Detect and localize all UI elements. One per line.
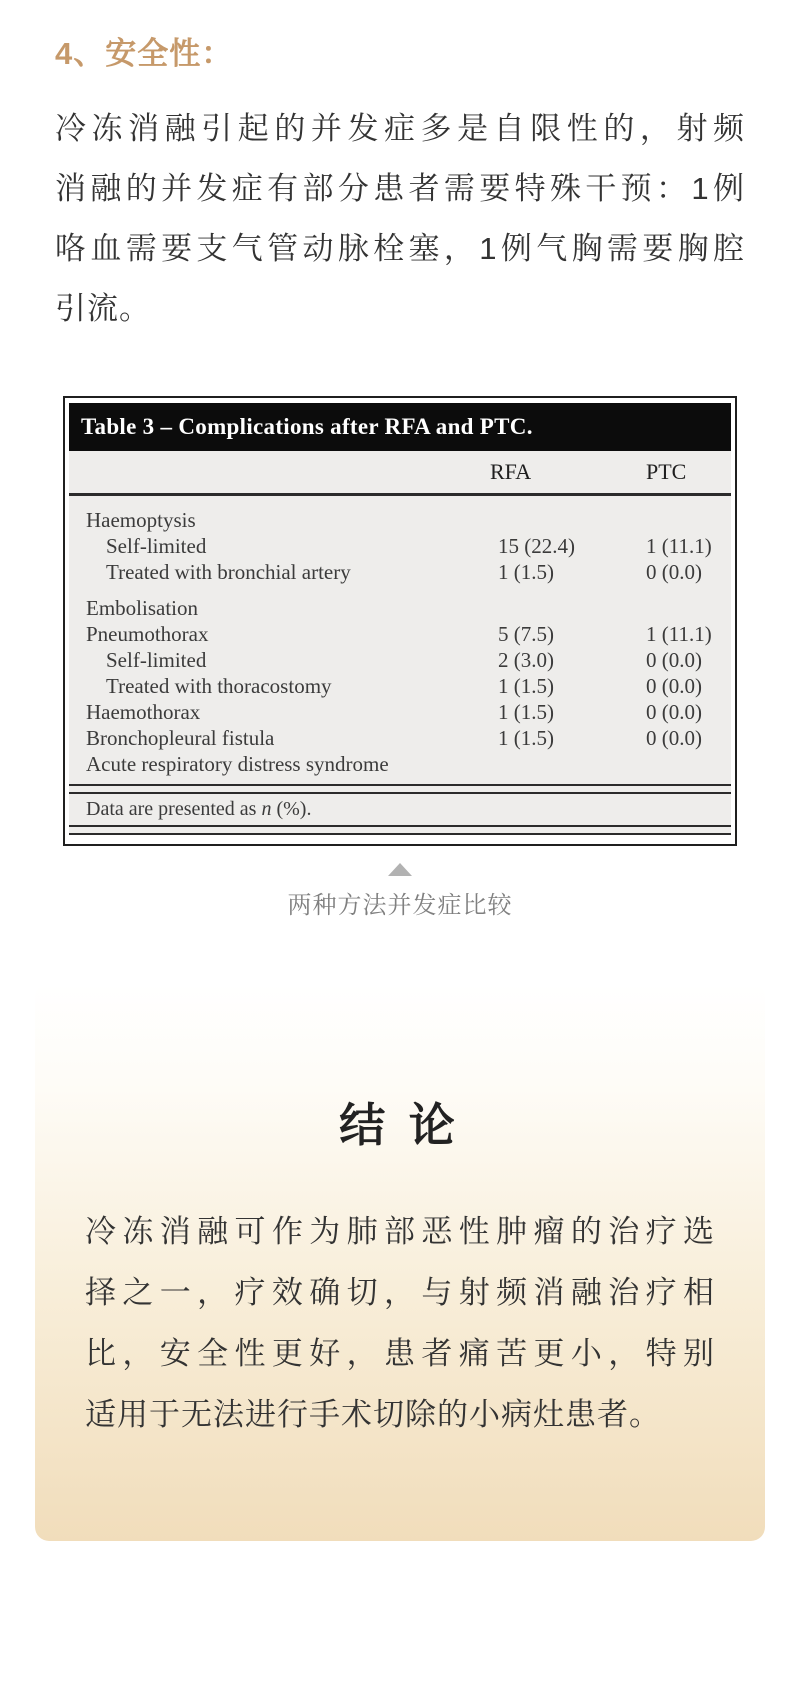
footnote-suffix: (%). (271, 798, 312, 820)
table-column-header-ptc: PTC (646, 459, 687, 484)
row-value-ptc (646, 507, 731, 533)
table-row (69, 533, 731, 559)
table-row (69, 647, 731, 673)
table-row (69, 595, 731, 621)
caption-pointer-wrap (0, 863, 800, 876)
row-label: Bronchopleural fistula (86, 726, 275, 750)
text-line: 咯血需要支气管动脉栓塞，1例气胸需要胸腔 (55, 231, 745, 266)
row-value-rfa (498, 595, 646, 621)
row-label: Self-limited (106, 648, 207, 672)
table-row (69, 751, 731, 777)
row-value-rfa: 1 (1.5) (498, 700, 554, 724)
text-line: 冷冻消融可作为肺部恶性肿瘤的治疗选 (85, 1214, 715, 1249)
row-value-ptc: 1 (11.1) (646, 534, 712, 558)
row-value-rfa (498, 751, 646, 777)
row-label: Embolisation (86, 596, 198, 620)
row-value-rfa: 15 (22.4) (498, 534, 575, 558)
row-label: Self-limited (106, 534, 207, 558)
text-line: 比，安全性更好，患者痛苦更小，特别 (85, 1336, 715, 1371)
table-footnote (69, 794, 731, 825)
body-paragraph (55, 99, 745, 339)
conclusion-title: 结 论 (339, 1100, 461, 1151)
row-value-rfa: 5 (7.5) (498, 622, 554, 646)
row-label: Haemothorax (86, 700, 201, 724)
table-row (69, 621, 731, 647)
row-label: Haemoptysis (86, 508, 196, 532)
row-value-rfa: 1 (1.5) (498, 674, 554, 698)
table-panel (69, 403, 731, 835)
figure-caption: 两种方法并发症比较 (287, 892, 513, 919)
triangle-up-icon (388, 863, 412, 876)
table-figure-image[interactable] (63, 396, 737, 846)
footnote-italic-n: n (261, 798, 272, 820)
text-line: 择之一，疗效确切，与射频消融治疗相 (85, 1275, 715, 1310)
row-value-rfa: 1 (1.5) (498, 560, 554, 584)
text-line: 冷冻消融引起的并发症多是自限性的，射频 (55, 111, 745, 146)
conclusion-box (35, 983, 765, 1541)
table-row (69, 725, 731, 751)
row-value-ptc: 0 (0.0) (646, 674, 702, 698)
table-title: Table 3 – Complications after RFA and PTC. (69, 403, 731, 451)
table-row (69, 559, 731, 585)
section-heading: 4、安全性： (55, 36, 234, 71)
table-divider-top (69, 784, 731, 794)
text-line: 适用于无法进行手术切除的小病灶患者。 (85, 1397, 661, 1432)
table-divider-bottom (69, 825, 731, 835)
conclusion-paragraph (85, 1201, 715, 1445)
row-value-ptc: 0 (0.0) (646, 648, 702, 672)
row-value-rfa (498, 507, 646, 533)
table-row (69, 699, 731, 725)
row-label: Treated with thoracostomy (106, 674, 332, 698)
row-value-ptc: 0 (0.0) (646, 700, 702, 724)
table-row (69, 673, 731, 699)
row-label: Pneumothorax (86, 622, 209, 646)
table-column-header-row (69, 451, 731, 496)
row-value-rfa: 2 (3.0) (498, 648, 554, 672)
text-line: 消融的并发症有部分患者需要特殊干预：1例 (55, 171, 745, 206)
row-value-ptc: 1 (11.1) (646, 622, 712, 646)
table-rows (69, 496, 731, 784)
row-value-ptc: 0 (0.0) (646, 726, 702, 750)
row-value-ptc: 0 (0.0) (646, 560, 702, 584)
footnote-prefix: Data are presented as (86, 798, 262, 820)
row-label: Acute respiratory distress syndrome (86, 752, 389, 776)
text-line: 引流。 (55, 291, 151, 326)
row-value-ptc (646, 751, 731, 777)
row-label: Treated with bronchial artery (106, 560, 351, 584)
row-value-rfa: 1 (1.5) (498, 726, 554, 750)
table-row (69, 507, 731, 533)
table-column-header-rfa: RFA (490, 459, 532, 484)
row-value-ptc (646, 595, 731, 621)
